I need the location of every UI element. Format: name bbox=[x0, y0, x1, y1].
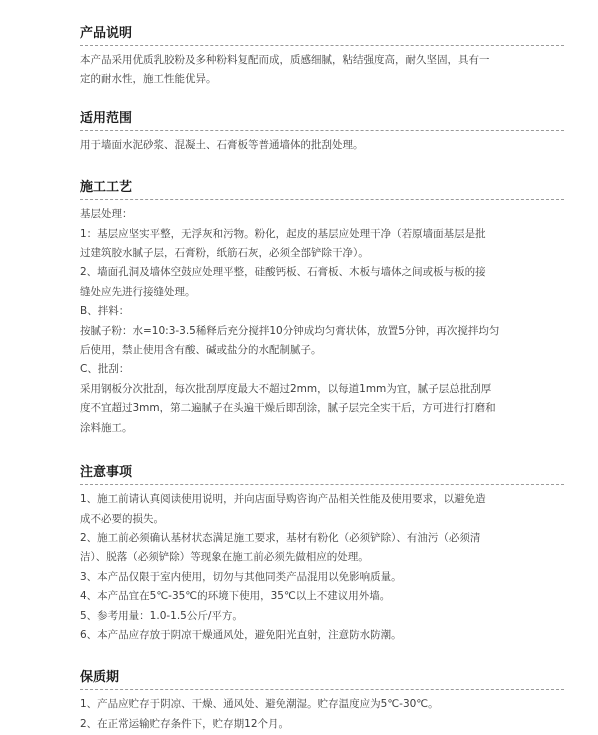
section-construction-process bbox=[80, 178, 570, 438]
document-page bbox=[80, 24, 570, 734]
section-title: 适用范围 bbox=[80, 110, 133, 126]
text-line: 按腻子粉：水=10:3-3.5稀释后充分搅拌10分钟成均匀膏状体，放置5分钟，再次搅拌均匀 bbox=[80, 324, 500, 337]
text-line: 定的耐水性，施工性能优异。 bbox=[80, 73, 217, 86]
text-line: 6、本产品应存放于阴凉干燥通风处，避免阳光直射，注意防水防潮。 bbox=[80, 628, 402, 641]
section-divider bbox=[80, 199, 564, 200]
section-title: 施工工艺 bbox=[80, 180, 133, 196]
section-divider bbox=[80, 45, 564, 46]
text-line: 采用钢板分次批刮，每次批刮厚度最大不超过2mm，以每道1mm为宜，腻子层总批刮厚 bbox=[80, 382, 492, 395]
text-line: 基层处理： bbox=[80, 208, 133, 221]
text-line: B、拌料： bbox=[80, 305, 130, 318]
text-line: 用于墙面水泥砂浆、混凝土、石膏板等普通墙体的批刮处理。 bbox=[80, 138, 364, 151]
text-line: 涂料施工。 bbox=[80, 421, 133, 434]
text-line: 1、产品应贮存于阴凉、干燥、通风处、避免潮湿。贮存温度应为5℃-30℃。 bbox=[80, 698, 439, 711]
text-line: 本产品采用优质乳胶粉及多种粉料复配而成，质感细腻，粘结强度高，耐久坚固，具有一 bbox=[80, 54, 490, 66]
section-shelf-life bbox=[80, 668, 570, 734]
text-line: 过建筑胶水腻子层，石膏粉，纸筋石灰，必须全部铲除干净）。 bbox=[80, 247, 369, 260]
text-line: 2、在正常运输贮存条件下，贮存期12个月。 bbox=[80, 717, 290, 730]
section-title: 产品说明 bbox=[80, 26, 133, 41]
section-title: 注意事项 bbox=[80, 465, 133, 481]
text-line: 洁）、脱落（必须铲除）等现象在施工前必须先做相应的处理。 bbox=[80, 551, 369, 564]
text-line: 5、参考用量：1.0-1.5公斤/平方。 bbox=[80, 609, 243, 622]
section-divider bbox=[80, 130, 564, 131]
section-product-description bbox=[80, 24, 570, 90]
text-line: 成不必要的损失。 bbox=[80, 512, 164, 525]
text-line: 2、墙面孔洞及墙体空鼓应处理平整，硅酸钙板、石膏板、木板与墙体之间或板与板的接 bbox=[80, 266, 486, 279]
text-line: 4、本产品宜在5℃-35℃的环境下使用，35℃以上不建议用外墙。 bbox=[80, 590, 391, 603]
text-line: 3、本产品仅限于室内使用，切勿与其他同类产品混用以免影响质量。 bbox=[80, 570, 402, 583]
text-line: 缝处应先进行接缝处理。 bbox=[80, 285, 196, 298]
text-line: 1、施工前请认真阅读使用说明，并向店面导购咨询产品相关性能及使用要求，以避免造 bbox=[80, 493, 486, 506]
section-precautions bbox=[80, 463, 570, 645]
section-divider bbox=[80, 689, 564, 690]
text-line: 1：基层应坚实平整，无浮灰和污物。粉化，起皮的基层应处理干净（若原墙面基层是批 bbox=[80, 227, 486, 240]
text-line: 度不宜超过3mm，第二遍腻子在头遍干燥后即刮涂，腻子层完全实干后，方可进行打磨和 bbox=[80, 402, 496, 415]
text-line: C、批刮： bbox=[80, 363, 130, 376]
text-line: 2、施工前必须确认基材状态满足施工要求，基材有粉化（必须铲除）、有油污（必须清 bbox=[80, 531, 481, 544]
section-scope-of-application bbox=[80, 109, 570, 155]
section-title: 保质期 bbox=[80, 670, 120, 686]
section-divider bbox=[80, 484, 564, 485]
text-line: 后使用，禁止使用含有酸、碱或盐分的水配制腻子。 bbox=[80, 344, 322, 357]
